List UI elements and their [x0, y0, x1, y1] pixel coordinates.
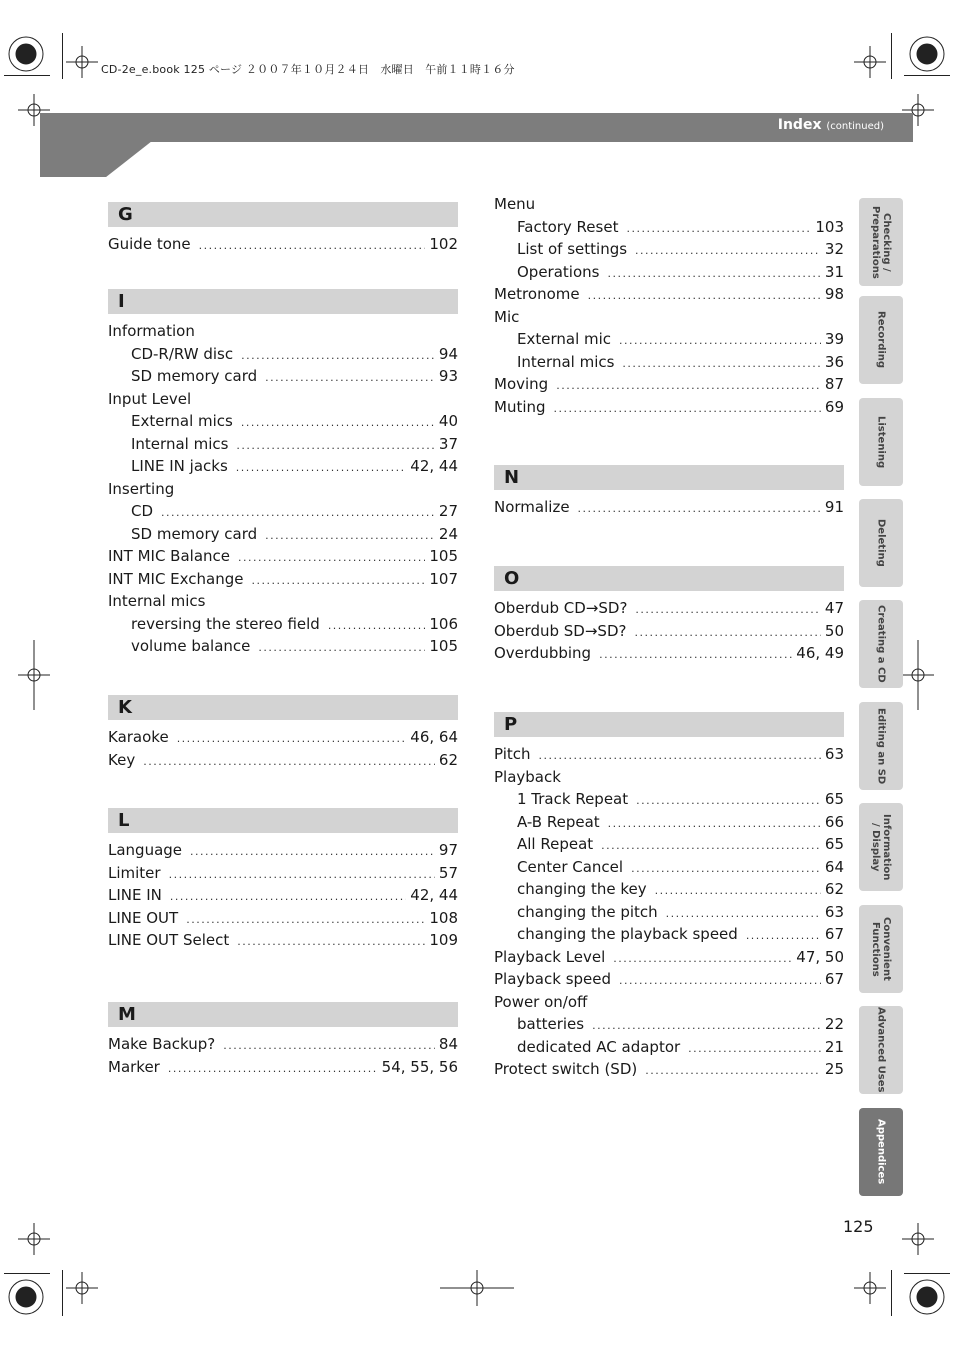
entry-term: Key	[108, 750, 136, 769]
index-subentry	[494, 261, 844, 284]
entry-term: Karaoke	[108, 728, 169, 746]
entry-page: 94	[438, 344, 458, 363]
chapter-tab[interactable]	[859, 600, 903, 688]
entry-page: 105	[429, 547, 458, 565]
chapter-tab-label: Editing an SD	[875, 707, 887, 785]
entry-term: changing the pitch	[517, 902, 658, 921]
dot-leader	[539, 745, 821, 768]
entry-page: 47	[824, 599, 844, 617]
page-number: 125	[843, 1217, 874, 1236]
index-entry	[494, 373, 844, 396]
index-entry	[494, 396, 844, 419]
entry-page: 109	[429, 931, 458, 949]
index-section	[108, 1002, 458, 1078]
entry-term: SD memory card	[131, 367, 258, 385]
entry-term: LINE OUT	[108, 908, 179, 927]
entry-page: 62	[438, 750, 458, 769]
entry-term: Mic	[494, 307, 520, 326]
index-entry	[108, 1033, 458, 1056]
index-entry	[494, 496, 844, 519]
entry-page: 97	[438, 841, 458, 859]
entry-page: 57	[438, 863, 458, 882]
entry-term: changing the key	[517, 880, 647, 898]
index-entry	[108, 839, 458, 862]
index-subentry	[494, 216, 844, 239]
index-section	[494, 712, 844, 1081]
dot-leader	[635, 240, 821, 263]
entry-page: 105	[429, 637, 458, 655]
entry-page: 21	[824, 1037, 844, 1056]
index-entry	[108, 568, 458, 591]
entry-term: Playback	[494, 767, 561, 786]
index-subentry	[108, 410, 458, 433]
index-entry	[494, 766, 844, 789]
entry-page: 47, 50	[796, 947, 844, 966]
dot-leader	[251, 570, 425, 593]
section-letter: N	[494, 465, 844, 490]
index-entry	[494, 193, 844, 216]
entry-page: 91	[824, 498, 844, 516]
dot-leader	[177, 728, 407, 751]
index-entry	[108, 478, 458, 501]
entry-page: 69	[824, 397, 844, 416]
index-entry	[494, 991, 844, 1014]
entry-term: Marker	[108, 1057, 160, 1076]
dot-leader	[237, 931, 425, 954]
entry-term: INT MIC Exchange	[108, 569, 244, 588]
dot-leader	[631, 858, 821, 881]
dot-leader	[161, 502, 435, 525]
index-subentry	[494, 788, 844, 811]
entry-term: dedicated AC adaptor	[517, 1037, 681, 1056]
chapter-tab[interactable]	[859, 803, 903, 891]
entry-term: LINE IN jacks	[131, 457, 228, 475]
index-subentry	[108, 433, 458, 456]
entry-page: 62	[824, 880, 844, 898]
entry-page: 31	[824, 262, 844, 281]
chapter-tab-label: Convenient Functions	[870, 917, 892, 981]
entry-term: Internal mics	[131, 434, 229, 453]
dot-leader	[223, 1035, 435, 1058]
entry-page: 36	[824, 352, 844, 371]
print-header-line: CD-2e_e.book 125 ページ ２００７年１０月２４日 水曜日 午前１１時１６分	[101, 63, 515, 76]
entry-page: 66	[824, 812, 844, 831]
entry-term: reversing the stereo field	[131, 614, 320, 633]
entry-page: 98	[824, 285, 844, 303]
index-entry	[494, 968, 844, 991]
section-letter: M	[108, 1002, 458, 1027]
entry-term: Operations	[517, 262, 600, 281]
entry-term: Overdubbing	[494, 644, 592, 662]
dot-leader	[554, 398, 821, 421]
index-entry	[108, 545, 458, 568]
index-subentry	[494, 878, 844, 901]
entry-term: Make Backup?	[108, 1035, 216, 1053]
dot-leader	[241, 345, 435, 368]
index-section	[108, 202, 458, 256]
chapter-tab[interactable]	[859, 1108, 903, 1196]
page-title-subtitle: (continued)	[826, 121, 884, 132]
dot-leader	[258, 637, 425, 660]
entry-term: Moving	[494, 375, 549, 393]
entry-term: Power on/off	[494, 992, 588, 1011]
chapter-tab[interactable]	[859, 499, 903, 587]
index-subentry	[494, 1036, 844, 1059]
dot-leader	[143, 751, 435, 774]
entry-term: Menu	[494, 195, 536, 213]
dot-leader	[238, 547, 425, 570]
dot-leader	[608, 813, 821, 836]
entry-page: 46, 49	[796, 644, 844, 662]
entry-term: Inserting	[108, 479, 175, 498]
chapter-tab[interactable]	[859, 198, 903, 286]
dot-leader	[186, 909, 425, 932]
index-entry	[494, 597, 844, 620]
entry-page: 65	[824, 835, 844, 853]
chapter-tab-label: Appendices	[875, 1119, 887, 1185]
entry-page: 37	[438, 434, 458, 453]
index-subentry	[108, 343, 458, 366]
entry-term: Guide tone	[108, 235, 191, 253]
entry-term: CD	[131, 502, 154, 520]
entry-page: 40	[438, 412, 458, 430]
dot-leader	[601, 835, 821, 858]
index-subentry	[494, 901, 844, 924]
index-entry	[494, 620, 844, 643]
dot-leader	[169, 864, 435, 887]
entry-term: A-B Repeat	[517, 812, 600, 831]
entry-term: LINE IN	[108, 886, 162, 904]
entry-page: 63	[824, 902, 844, 921]
index-entry	[108, 233, 458, 256]
index-subentry	[108, 365, 458, 388]
index-entry	[108, 590, 458, 613]
index-entry	[108, 320, 458, 343]
index-section	[108, 289, 458, 658]
entry-term: Information	[108, 322, 195, 340]
entry-term: 1 Track Repeat	[517, 790, 629, 808]
dot-leader	[688, 1038, 821, 1061]
index-subentry	[494, 856, 844, 879]
index-entry	[494, 1058, 844, 1081]
index-entry	[108, 929, 458, 952]
entry-term: batteries	[517, 1015, 585, 1033]
index-entry	[494, 743, 844, 766]
dot-leader	[168, 1058, 378, 1081]
index-entry	[494, 306, 844, 329]
index-entry	[494, 946, 844, 969]
dot-leader	[635, 599, 821, 622]
entry-page: 103	[815, 217, 844, 236]
entry-term: Pitch	[494, 745, 531, 763]
dot-leader	[236, 435, 434, 458]
dot-leader	[626, 218, 811, 241]
index-entry	[108, 1056, 458, 1079]
dot-leader	[170, 886, 406, 909]
dot-leader	[190, 841, 435, 864]
entry-page: 54, 55, 56	[381, 1057, 458, 1076]
dot-leader	[265, 525, 435, 548]
entry-page: 84	[438, 1035, 458, 1053]
dot-leader	[199, 235, 426, 258]
page-title-text: Index	[777, 117, 822, 133]
entry-page: 24	[438, 524, 458, 543]
dot-leader	[619, 330, 821, 353]
index-subentry	[108, 500, 458, 523]
section-letter: O	[494, 566, 844, 591]
index-section	[494, 465, 844, 519]
entry-term: CD-R/RW disc	[131, 344, 234, 363]
entry-page: 87	[824, 375, 844, 393]
entry-term: All Repeat	[517, 835, 594, 853]
chapter-tab[interactable]	[859, 398, 903, 486]
chapter-tab-label: Recording	[875, 311, 887, 369]
index-section	[108, 808, 458, 952]
index-section	[494, 566, 844, 665]
page-title	[778, 117, 884, 133]
entry-term: LINE OUT Select	[108, 931, 230, 949]
chapter-tab-label: Listening	[875, 415, 887, 469]
dot-leader	[556, 375, 821, 398]
chapter-tab[interactable]	[859, 702, 903, 790]
dot-leader	[607, 263, 820, 286]
entry-page: 108	[429, 908, 458, 927]
entry-page: 42, 44	[410, 457, 458, 475]
entry-page: 63	[824, 745, 844, 763]
entry-page: 46, 64	[410, 728, 458, 746]
index-section	[494, 193, 844, 418]
section-letter: P	[494, 712, 844, 737]
dot-leader	[241, 412, 435, 435]
entry-term: Playback Level	[494, 947, 606, 966]
index-subentry	[494, 811, 844, 834]
dot-leader	[619, 970, 821, 993]
entry-term: Limiter	[108, 863, 161, 882]
dot-leader	[634, 622, 820, 645]
entry-page: 42, 44	[410, 886, 458, 904]
index-subentry	[108, 455, 458, 478]
dot-leader	[265, 367, 435, 390]
index-entry	[108, 907, 458, 930]
dot-leader	[645, 1060, 821, 1083]
entry-page: 107	[429, 569, 458, 588]
section-letter: I	[108, 289, 458, 314]
chapter-tab-label: Creating a CD	[875, 605, 887, 683]
dot-leader	[613, 948, 792, 971]
dot-leader	[588, 285, 821, 308]
header-wedge	[40, 141, 152, 177]
dot-leader	[599, 644, 792, 667]
dot-leader	[746, 925, 821, 948]
dot-leader	[666, 903, 821, 926]
entry-page: 25	[824, 1060, 844, 1078]
dot-leader	[636, 790, 821, 813]
chapter-tab[interactable]	[859, 296, 903, 384]
entry-page: 39	[824, 330, 844, 348]
index-subentry	[108, 523, 458, 546]
dot-leader	[236, 457, 407, 480]
index-subentry	[494, 1013, 844, 1036]
entry-term: List of settings	[517, 240, 628, 258]
entry-term: Input Level	[108, 389, 192, 408]
entry-page: 22	[824, 1015, 844, 1033]
index-subentry	[494, 923, 844, 946]
entry-term: changing the playback speed	[517, 925, 738, 943]
chapter-tab[interactable]	[859, 1006, 903, 1094]
section-letter: G	[108, 202, 458, 227]
chapter-tab-label: Checking / Preparations	[870, 205, 892, 279]
index-entry	[108, 726, 458, 749]
entry-term: Oberdub CD→SD?	[494, 599, 628, 617]
entry-page: 32	[824, 240, 844, 258]
chapter-tab-label: Information / Display	[870, 813, 892, 881]
dot-leader	[328, 615, 426, 638]
entry-page: 102	[429, 235, 458, 253]
entry-term: External mics	[131, 412, 233, 430]
dot-leader	[622, 353, 820, 376]
chapter-tab-label: Deleting	[875, 519, 887, 567]
section-letter: L	[108, 808, 458, 833]
chapter-tab[interactable]	[859, 905, 903, 993]
entry-page: 27	[438, 502, 458, 520]
entry-term: External mic	[517, 330, 612, 348]
entry-term: volume balance	[131, 637, 251, 655]
dot-leader	[655, 880, 821, 903]
entry-term: Playback speed	[494, 970, 612, 988]
entry-page: 67	[824, 970, 844, 988]
index-subentry	[108, 613, 458, 636]
entry-term: SD memory card	[131, 524, 258, 543]
entry-term: Factory Reset	[517, 217, 619, 236]
index-entry	[108, 388, 458, 411]
dot-leader	[592, 1015, 821, 1038]
chapter-tab-label: Advanced Uses	[875, 1007, 887, 1093]
entry-term: Internal mics	[108, 592, 206, 610]
index-entry	[494, 283, 844, 306]
entry-term: Metronome	[494, 285, 580, 303]
entry-page: 50	[824, 621, 844, 640]
index-subentry	[494, 328, 844, 351]
entry-term: Muting	[494, 397, 546, 416]
entry-term: Center Cancel	[517, 857, 624, 876]
entry-term: Normalize	[494, 498, 570, 516]
entry-term: Internal mics	[517, 352, 615, 371]
dot-leader	[578, 498, 821, 521]
index-subentry	[494, 833, 844, 856]
index-subentry	[108, 635, 458, 658]
entry-term: Protect switch (SD)	[494, 1060, 638, 1078]
index-subentry	[494, 238, 844, 261]
index-section	[108, 695, 458, 771]
index-entry	[108, 884, 458, 907]
section-letter: K	[108, 695, 458, 720]
entry-term: INT MIC Balance	[108, 547, 231, 565]
entry-page: 93	[438, 367, 458, 385]
index-entry	[108, 749, 458, 772]
entry-page: 106	[429, 614, 458, 633]
index-entry	[108, 862, 458, 885]
index-subentry	[494, 351, 844, 374]
entry-page: 64	[824, 857, 844, 876]
entry-term: Oberdub SD→SD?	[494, 621, 627, 640]
entry-page: 65	[824, 790, 844, 808]
entry-term: Language	[108, 841, 183, 859]
entry-page: 67	[824, 925, 844, 943]
index-entry	[494, 642, 844, 665]
